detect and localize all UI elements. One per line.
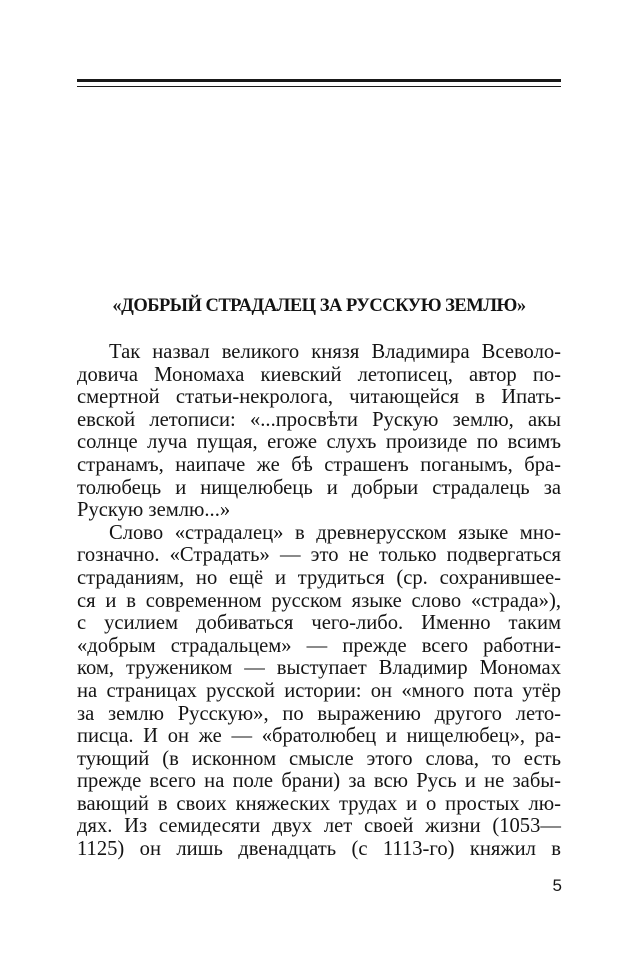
text-line: ком, тружеником — выступает Владимир Мономах (77, 657, 561, 680)
text-line: смертной статьи-некролога, читающейся в Ипать- (77, 386, 561, 409)
text-line: страданиям, но ещё и трудиться (ср. сохранившее- (77, 566, 561, 589)
header-rule-thin (77, 86, 561, 87)
text-line: Слово «страдалец» в древнерусском языке мно- (109, 521, 561, 544)
text-line: прежде всего на поле брани) за всю Русь и не забы- (77, 770, 561, 793)
text-line: за землю Русскую», по выражению другого лето- (77, 702, 561, 725)
page-number: 5 (552, 876, 562, 895)
text-line: Так назвал великого князя Владимира Всеволо- (109, 341, 561, 363)
text-line: дях. Из семидесяти двух лет своей жизни (1053— (77, 815, 561, 838)
text-line: Рускую землю...» (77, 499, 231, 522)
text-line: 1125) он лишь двенадцать (с 1113-го) княжил в (77, 838, 561, 861)
text-line: солнце луча пущая, егоже слухъ произиде по всимъ (77, 431, 561, 454)
text-line: писца. И он же — «братолюбец и нищелюбец», ра- (77, 725, 561, 748)
text-line: вающий в своих княжеских трудах и о простых лю- (77, 792, 561, 815)
text-line: довича Мономаха киевский летописец, автор по- (77, 363, 561, 386)
text-line: «добрым страдальцем» — прежде всего работни- (77, 634, 561, 657)
header-rule-thick (77, 79, 561, 82)
text-line: странамъ, наипаче же бѣ страшенъ поганымъ, бра- (77, 453, 561, 476)
chapter-title: «ДОБРЫЙ СТРАДАЛЕЦ ЗА РУССКУЮ ЗЕМЛЮ» (112, 296, 526, 316)
text-line: толюбець и нищелюбець и добрыи страдалець за (77, 476, 561, 499)
text-line: тующий (в исконном смысле этого слова, то есть (77, 747, 561, 770)
text-line: гозначно. «Страдать» — это не только подвергаться (77, 544, 561, 567)
text-line: ся и в современном русском языке слово «страда»), (77, 589, 561, 612)
text-line: на страницах русской истории: он «много пота утёр (77, 679, 561, 702)
text-line: с усилием добиваться чего-либо. Именно таким (77, 612, 561, 635)
body-text (77, 341, 561, 861)
text-line: евской летописи: «...просвѣти Рускую землю, акы (77, 408, 561, 431)
